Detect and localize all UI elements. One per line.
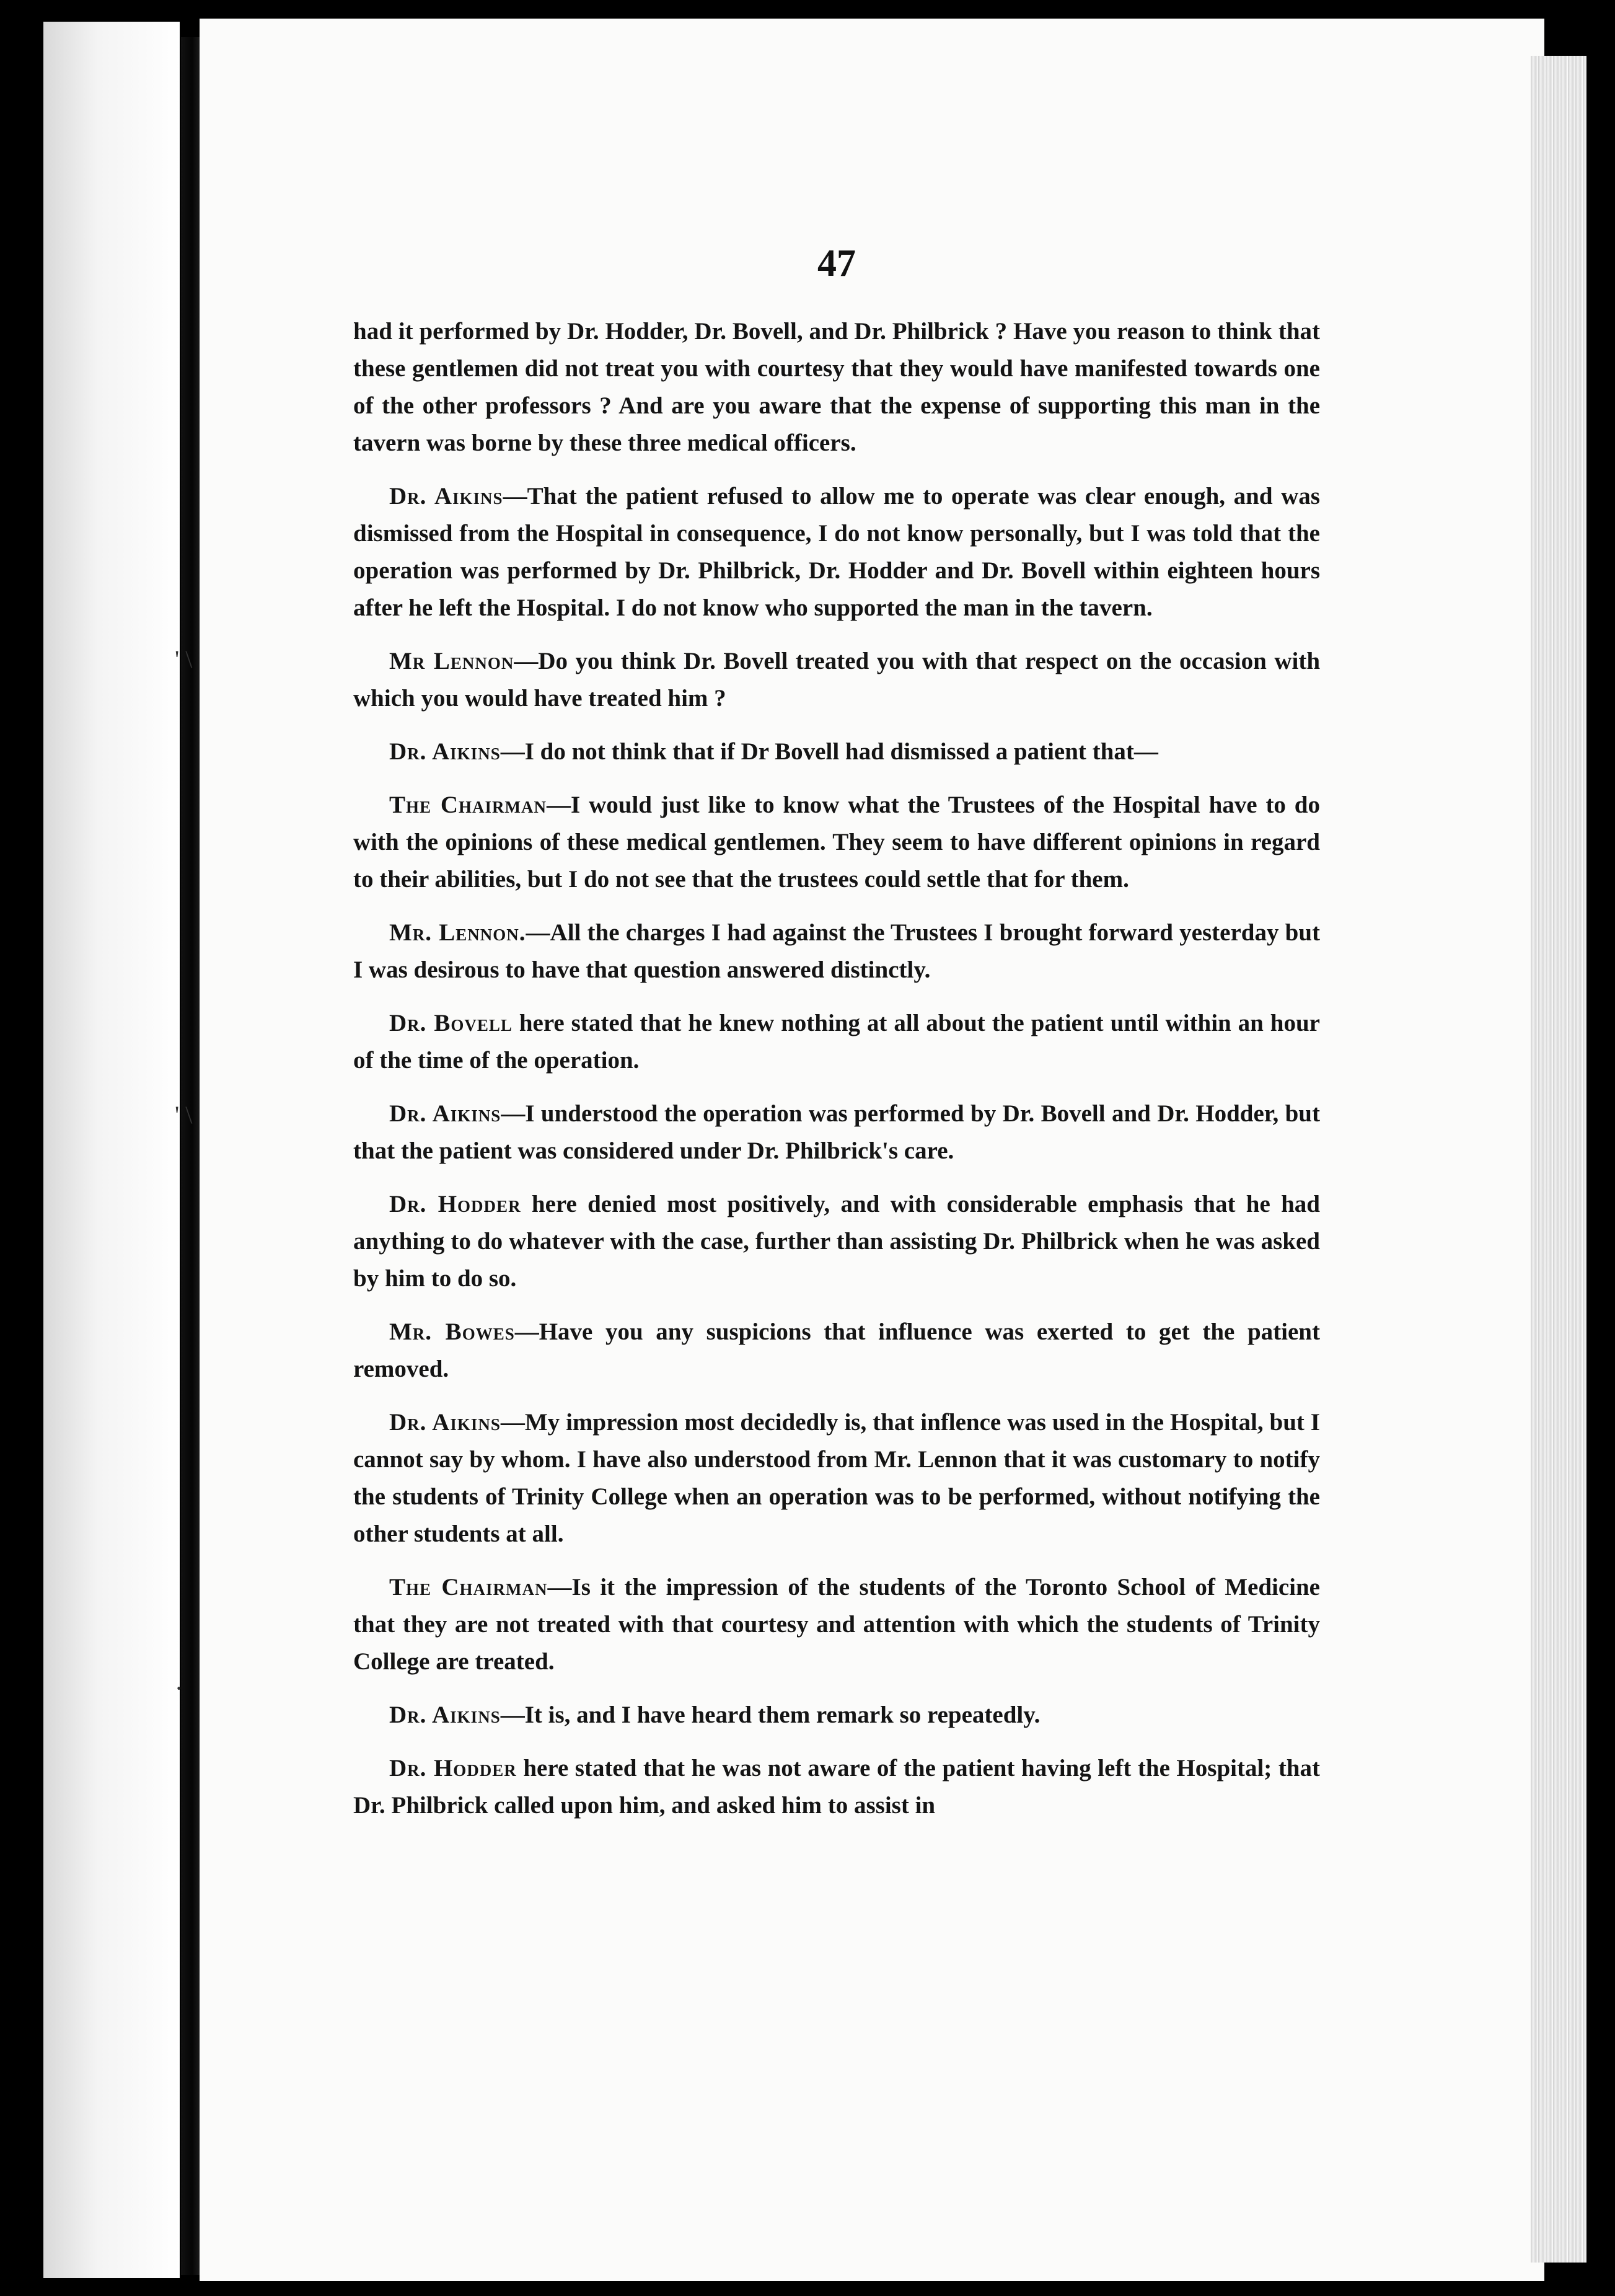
paragraph: [353, 1095, 1320, 1170]
speaker-name: Dr. Aikins: [389, 738, 501, 765]
paragraph: [353, 914, 1320, 989]
paragraph-text: —All the charges I had against the Trustees I brought forward yesterday but I was desirous to have that question answered distinctly.: [353, 919, 1321, 983]
facing-page-edge: [43, 22, 180, 2278]
speaker-name: Dr. Bovell: [389, 1010, 513, 1036]
paragraph-text: —It is, and I have heard them remark so repeatedly.: [500, 1702, 1041, 1728]
speaker-name: The Chairman: [389, 1574, 548, 1601]
speaker-name: Dr. Aikins: [389, 1702, 501, 1728]
paragraph: [353, 1314, 1320, 1388]
paragraph-text: had it performed by Dr. Hodder, Dr. Bovell, and Dr. Philbrick ? Have you reason to think that these gentlemen did not treat you with courtesy that they would have manifested towards one of the other professors ? And are you aware that the expense of supporting this man in the tavern was borne by these three medical officers.: [353, 318, 1320, 456]
paragraph-text: here denied most positively, and with considerable emphasis that he had anything to do whatever with the case, further than assisting Dr. Philbrick when he was asked by him to do so.: [353, 1191, 1320, 1292]
paragraph: [353, 1186, 1320, 1297]
speaker-name: The Chairman: [389, 792, 547, 818]
paragraph-text: —My impression most decidedly is, that inflence was used in the Hospital, but I cannot say by whom. I have also understood from Mr. Lennon that it was customary to notify the students of Trinity College when an operation was to be performed, without notifying the other students at all.: [353, 1409, 1320, 1547]
speaker-name: Mr. Bowes: [389, 1318, 515, 1345]
paragraph-text: here stated that he was not aware of the patient having left the Hospital; that Dr. Philbrick called upon him, and asked him to assist in: [353, 1755, 1320, 1819]
page-stack-edges: [1531, 56, 1586, 2263]
speaker-name: Dr. Hodder: [389, 1191, 521, 1217]
paragraph: [353, 733, 1320, 770]
page-number: 47: [817, 242, 856, 285]
paragraph: [353, 1404, 1320, 1553]
scan-speck: ·: [175, 1674, 183, 1702]
paragraph-text: —Is it the impression of the students of the Toronto School of Medicine that they are not treated with that courtesy and attention with which the students of Trinity College are treated.: [353, 1574, 1320, 1675]
paragraph: [353, 1750, 1320, 1824]
text-column: [353, 313, 1320, 1840]
speaker-name: Dr. Aikins: [389, 1409, 501, 1436]
speaker-name: Dr. Aikins: [389, 483, 503, 510]
speaker-name: Mr Lennon: [389, 648, 514, 674]
speaker-name: Dr. Hodder: [389, 1755, 517, 1782]
paragraph-text: —Do you think Dr. Bovell treated you with that respect on the occasion with which you would have treated him ?: [353, 648, 1321, 712]
paragraph: [353, 643, 1320, 717]
book-gutter: [181, 37, 200, 2275]
speaker-name: Mr. Lennon.: [389, 919, 526, 946]
paragraph: [353, 1005, 1320, 1079]
paragraph: [353, 1697, 1320, 1734]
scan-speck: ' \: [175, 645, 193, 673]
paragraph-text: here stated that he knew nothing at all about the patient until within an hour of the time of the operation.: [353, 1010, 1320, 1074]
paragraph: [353, 1569, 1320, 1680]
paragraph-text: —I understood the operation was performed by Dr. Bovell and Dr. Hodder, but that the patient was considered under Dr. Philbrick's care.: [353, 1100, 1320, 1164]
paragraph-text: —That the patient refused to allow me to operate was clear enough, and was dismissed from the Hospital in consequence, I do not know personally, but I was told that the operation was performed by Dr. Philbrick, Dr. Hodder and Dr. Bovell within eighteen hours after he left the Hospital. I do not know who supported the man in the tavern.: [353, 483, 1320, 621]
scan-border-right: [1586, 56, 1615, 2263]
paragraph: [353, 787, 1320, 898]
paragraph-text: —I would just like to know what the Trustees of the Hospital have to do with the opinions of these medical gentlemen. They seem to have different opinions in regard to their abilities, but I do not see that the trustees could settle that for them.: [353, 792, 1320, 893]
paragraph-text: —Have you any suspicions that influence was exerted to get the patient removed.: [353, 1318, 1320, 1382]
paragraph: [353, 478, 1320, 627]
paragraph: [353, 313, 1320, 462]
scan-speck: ' \: [175, 1101, 193, 1129]
paragraph-text: —I do not think that if Dr Bovell had dismissed a patient that—: [500, 738, 1158, 765]
speaker-name: Dr. Aikins: [389, 1100, 501, 1127]
